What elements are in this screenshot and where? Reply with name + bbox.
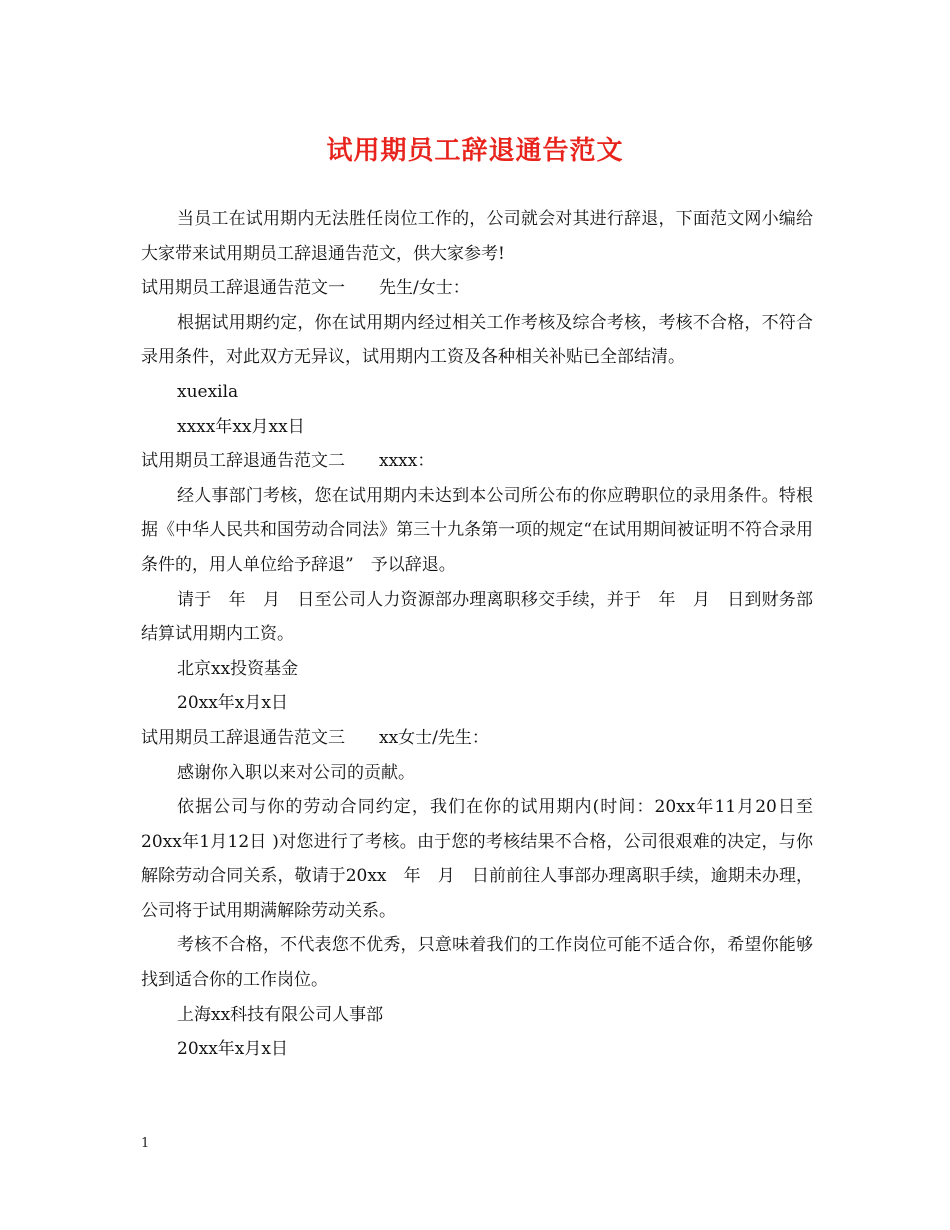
sample-three-date: 20xx年x月x日 xyxy=(177,1039,288,1060)
document-body xyxy=(141,202,813,1067)
sample-three-heading: 试用期员工辞退通告范文三 xx女士/先生： xyxy=(141,727,489,748)
sample-three-closing: 考核不合格，不代表您不优秀，只意味着我们的工作岗位可能不适合你，希望你能够找到适合你的工作岗位。 xyxy=(141,935,813,991)
sample-three-body: 依据公司与你的劳动合同约定，我们在你的试用期内(时间：20xx年11月20日至20xx年1月12日 )对您进行了考核。由于您的考核结果不合格，公司很艰难的决定，与你解除劳动合同关系，敬请于20xx 年 月 日前前往人事部办理离职手续，逾期未办理，公司将于试用期满解除劳动关系。 xyxy=(141,797,813,921)
sample-one-signature: xuexila xyxy=(177,381,239,402)
sample-one-heading: 试用期员工辞退通告范文一 先生/女士： xyxy=(141,278,470,299)
sample-two-body: 经人事部门考核，您在试用期内未达到本公司所公布的你应聘职位的录用条件。特根据《中华人民共和国劳动合同法》第三十九条第一项的规定“在试用期间被证明不符合录用条件的，用人单位给予辞退” 予以辞退。 xyxy=(141,485,813,575)
sample-three-signature: 上海xx科技有限公司人事部 xyxy=(177,1004,384,1025)
intro-paragraph: 当员工在试用期内无法胜任岗位工作的，公司就会对其进行辞退，下面范文网小编给大家带来试用期员工辞退通告范文，供大家参考! xyxy=(141,209,813,264)
sample-three-thanks: 感谢你入职以来对公司的贡献。 xyxy=(177,762,415,783)
document-title: 试用期员工辞退通告范文 xyxy=(326,136,624,166)
sample-two-signature: 北京xx投资基金 xyxy=(177,658,299,679)
sample-two-instructions: 请于 年 月 日至公司人力资源部办理离职移交手续，并于 年 月 日到财务部结算试用期内工资。 xyxy=(141,589,813,645)
sample-one-date: xxxx年xx月xx日 xyxy=(177,416,305,437)
page-number: 1 xyxy=(141,1136,150,1151)
sample-two-date: 20xx年x月x日 xyxy=(177,693,288,714)
sample-one-body: 根据试用期约定，你在试用期内经过相关工作考核及综合考核，考核不合格，不符合录用条件，对此双方无异议，试用期内工资及各种相关补贴已全部结清。 xyxy=(141,312,813,368)
sample-two-heading: 试用期员工辞退通告范文二 xxxx： xyxy=(141,451,435,472)
